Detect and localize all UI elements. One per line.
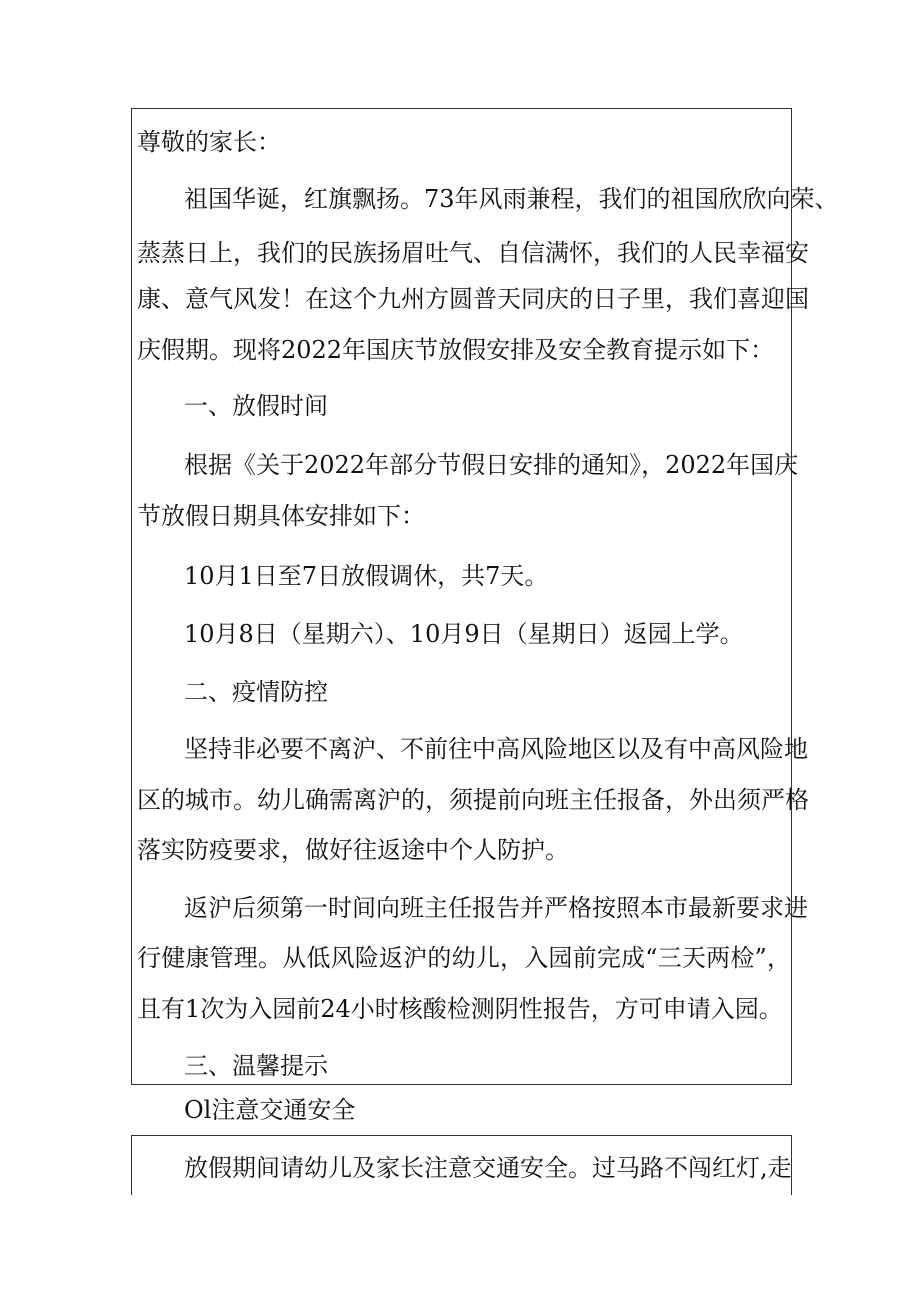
intro-line: 庆假期。现将2022年国庆节放假安排及安全教育提示如下：: [137, 336, 775, 364]
section-heading-holiday: 一、放假时间: [184, 392, 328, 420]
salutation: 尊敬的家长：: [137, 128, 281, 156]
return-shanghai-line: 且有1次为入园前24小时核酸检测阴性报告，方可申请入园。: [137, 995, 783, 1023]
basis-line: 根据《关于2022年部分节假日安排的通知》，2022年国庆: [184, 451, 799, 479]
return-dates: 10月8日（星期六）、10月9日（星期日）返园上学。: [184, 620, 744, 648]
epidemic-line: 坚持非必要不离沪、不前往中高风险地区以及有中高风险地: [184, 735, 808, 763]
traffic-tip-line: 放假期间请幼儿及家长注意交通安全。过马路不闯红灯,走: [184, 1154, 792, 1182]
return-shanghai-line: 行健康管理。从低风险返沪的幼儿，入园前完成“三天两检”，: [137, 944, 791, 972]
intro-line: 蒸蒸日上，我们的民族扬眉吐气、自信满怀，我们的人民幸福安: [137, 239, 809, 267]
epidemic-line: 区的城市。幼儿确需离沪的，须提前向班主任报备，外出须严格: [137, 786, 809, 814]
intro-line: 康、意气风发！在这个九州方圆普天同庆的日子里，我们喜迎国: [137, 285, 809, 313]
section-heading-epidemic: 二、疫情防控: [184, 678, 328, 706]
return-shanghai-line: 返沪后须第一时间向班主任报告并严格按照本市最新要求进: [184, 894, 808, 922]
section-heading-tips: 三、温馨提示: [184, 1052, 328, 1080]
intro-line: 祖国华诞，红旗飘扬。73年风雨兼程，我们的祖国欣欣向荣、: [184, 185, 839, 213]
holiday-dates: 10月1日至7日放假调休，共7天。: [184, 562, 549, 590]
epidemic-line: 落实防疫要求，做好往返途中个人防护。: [137, 836, 569, 864]
basis-line: 节放假日期具体安排如下：: [137, 502, 425, 530]
tip-heading-traffic: Ol注意交通安全: [184, 1096, 356, 1124]
